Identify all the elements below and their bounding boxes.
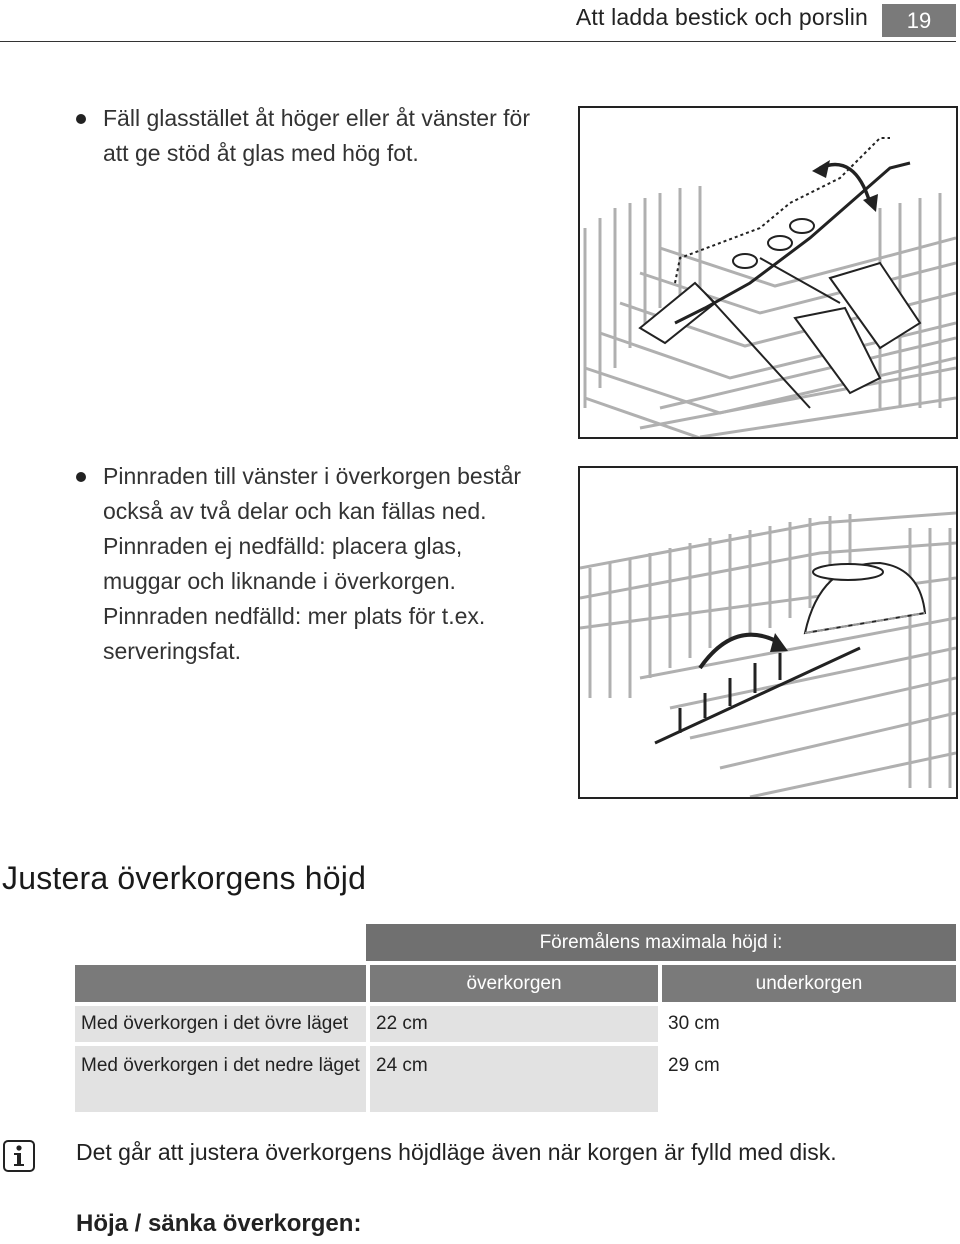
info-note: Det går att justera överkorgens höjdläge även när korgen är fylld med disk. <box>76 1139 837 1165</box>
section-heading: Justera överkorgens höjd <box>2 860 367 896</box>
table-cell: 29 cm <box>662 1046 956 1112</box>
height-table <box>75 924 956 1112</box>
table-cell: Med överkorgen i det övre läget <box>75 1006 366 1042</box>
bullet-text: Pinnraden till vänster i överkorgen består också av två delar och kan fällas ned. <box>103 463 522 524</box>
folded-pins <box>655 648 860 743</box>
dotted-outline <box>675 138 890 283</box>
figure-pin-row <box>578 466 958 799</box>
table-row <box>75 1046 956 1112</box>
pin-row-illustration <box>580 468 956 797</box>
arrow-head-icon <box>770 633 788 652</box>
table-cell: Med överkorgen i det nedre läget <box>75 1046 366 1112</box>
table-column-header: överkorgen <box>370 965 658 1002</box>
rack-wires <box>580 513 956 797</box>
info-icon <box>3 1140 35 1172</box>
table-cell: 24 cm <box>370 1046 658 1112</box>
table-column-header: underkorgen <box>662 965 956 1002</box>
bullet-text: Pinnraden nedfälld: mer plats för t.ex. serveringsfat. <box>103 603 486 664</box>
bullet-text: Pinnraden ej nedfälld: placera glas, muggar och liknande i överkorgen. <box>103 533 463 594</box>
subheading: Höja / sänka överkorgen: <box>76 1210 362 1237</box>
header-title: Att ladda bestick och porslin <box>575 4 868 30</box>
bullet-pin-row <box>76 459 526 669</box>
page-number: 19 <box>882 4 956 37</box>
serving-bowl <box>805 563 925 633</box>
table-cell: 22 cm <box>370 1006 658 1042</box>
table-column-header <box>75 965 366 1002</box>
info-glyph <box>11 1145 27 1167</box>
table-row <box>75 1006 956 1042</box>
figure-glass-rack <box>578 106 958 439</box>
rack-illustration <box>580 108 956 437</box>
table-header: Föremålens maximala höjd i: <box>366 924 956 961</box>
table-column-headers <box>75 965 956 1002</box>
arrow-head-icon <box>812 160 830 178</box>
bullet-dot <box>76 472 86 482</box>
arrow-head-icon <box>863 194 878 212</box>
bullet-text: Fäll glasstället åt höger eller åt vänster för att ge stöd åt glas med hög fot. <box>103 105 530 166</box>
header-rule <box>0 41 956 42</box>
bullet-dot <box>76 114 86 124</box>
table-cell: 30 cm <box>662 1006 956 1042</box>
bullet-glass-rack <box>76 101 536 171</box>
